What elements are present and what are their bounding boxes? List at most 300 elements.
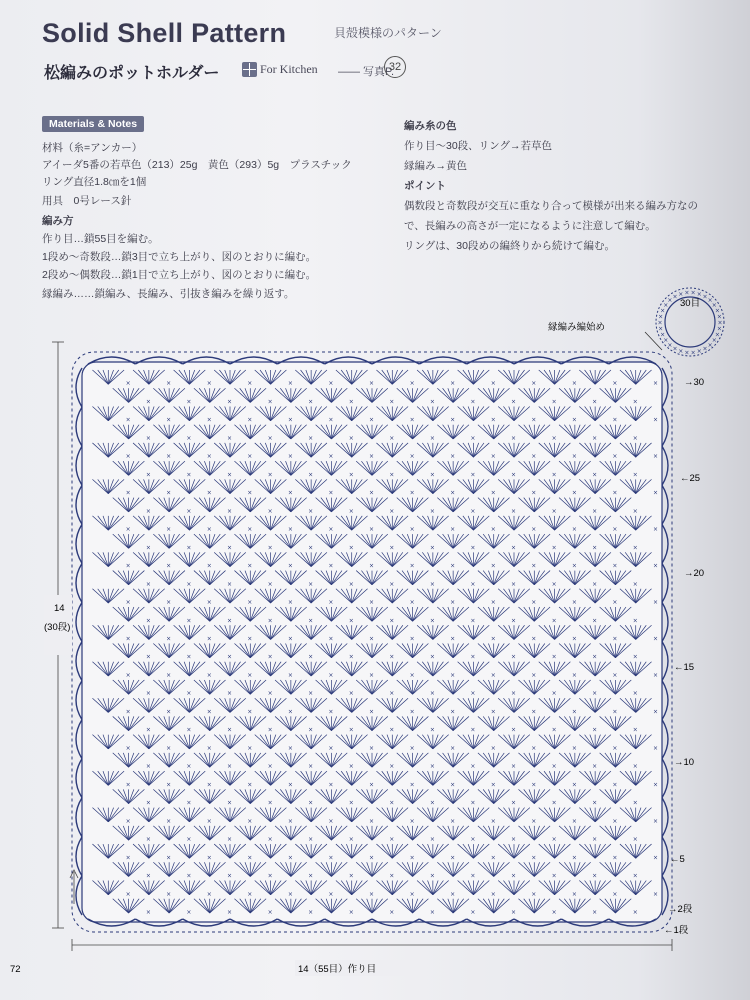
svg-text:×: ×	[328, 890, 334, 898]
scallop	[662, 720, 668, 759]
svg-text:×: ×	[592, 471, 598, 479]
svg-text:×: ×	[348, 507, 354, 515]
svg-text:×: ×	[409, 416, 415, 424]
svg-text:×: ×	[206, 817, 212, 825]
svg-text:×: ×	[369, 744, 375, 752]
svg-text:×: ×	[531, 890, 537, 898]
svg-text:×: ×	[612, 526, 618, 534]
svg-text:×: ×	[450, 635, 456, 643]
svg-text:×: ×	[348, 617, 354, 625]
svg-text:×: ×	[450, 416, 456, 424]
svg-text:×: ×	[227, 872, 233, 880]
svg-text:×: ×	[429, 398, 435, 406]
svg-text:×: ×	[328, 599, 334, 607]
svg-text:×: ×	[145, 544, 151, 552]
svg-text:×: ×	[551, 617, 557, 625]
svg-text:×: ×	[450, 854, 456, 862]
svg-text:×: ×	[389, 690, 395, 698]
row-marker-10: →10	[674, 757, 695, 768]
svg-text:×: ×	[612, 890, 618, 898]
svg-text:×: ×	[287, 635, 293, 643]
svg-text:×: ×	[186, 434, 192, 442]
svg-text:×: ×	[632, 690, 638, 698]
svg-text:×: ×	[490, 781, 496, 789]
svg-text:×: ×	[571, 526, 577, 534]
svg-text:×: ×	[328, 744, 334, 752]
svg-text:×: ×	[470, 872, 476, 880]
svg-text:×: ×	[592, 617, 598, 625]
svg-text:×: ×	[369, 854, 375, 862]
svg-text:×: ×	[125, 817, 131, 825]
materials-notes-badge: Materials & Notes	[42, 116, 144, 132]
svg-text:×: ×	[632, 398, 638, 406]
svg-text:×: ×	[450, 599, 456, 607]
svg-text:×: ×	[531, 781, 537, 789]
svg-text:×: ×	[145, 580, 151, 588]
svg-text:×: ×	[348, 763, 354, 771]
svg-text:×: ×	[612, 854, 618, 862]
svg-text:×: ×	[247, 744, 253, 752]
svg-text:×: ×	[369, 817, 375, 825]
svg-text:×: ×	[653, 416, 659, 424]
svg-text:×: ×	[125, 708, 131, 716]
scallop	[662, 446, 668, 485]
svg-text:×: ×	[429, 799, 435, 807]
svg-text:×: ×	[227, 434, 233, 442]
svg-text:×: ×	[247, 489, 253, 497]
svg-text:×: ×	[328, 781, 334, 789]
scallop	[76, 720, 82, 759]
scallop	[662, 368, 668, 407]
svg-text:×: ×	[308, 872, 314, 880]
scallop	[662, 524, 668, 563]
svg-text:×: ×	[227, 690, 233, 698]
svg-text:×: ×	[287, 380, 293, 388]
row-marker-15: ←15	[674, 662, 695, 673]
svg-text:×: ×	[247, 671, 253, 679]
svg-text:×: ×	[166, 562, 172, 570]
scallop	[76, 563, 82, 602]
svg-text:×: ×	[206, 599, 212, 607]
ring-stitch: ×	[678, 348, 684, 356]
ring-stitch: ×	[663, 337, 669, 345]
svg-text:×: ×	[267, 763, 273, 771]
svg-text:×: ×	[186, 617, 192, 625]
svg-text:×: ×	[592, 909, 598, 916]
svg-text:×: ×	[369, 489, 375, 497]
svg-text:×: ×	[369, 890, 375, 898]
svg-text:×: ×	[490, 489, 496, 497]
border-start-label: 縁編み編始め	[548, 322, 606, 333]
svg-text:×: ×	[369, 599, 375, 607]
svg-text:×: ×	[470, 507, 476, 515]
svg-text:×: ×	[227, 507, 233, 515]
svg-text:×: ×	[632, 471, 638, 479]
svg-text:×: ×	[227, 544, 233, 552]
svg-text:×: ×	[369, 781, 375, 789]
svg-text:×: ×	[389, 544, 395, 552]
svg-text:×: ×	[308, 909, 314, 916]
svg-text:×: ×	[450, 380, 456, 388]
svg-text:×: ×	[632, 544, 638, 552]
svg-text:×: ×	[348, 690, 354, 698]
svg-text:×: ×	[328, 635, 334, 643]
ring-stitch: ×	[657, 319, 663, 327]
ring-stitch: ×	[716, 313, 722, 321]
ring-stitch: ×	[690, 349, 696, 357]
svg-text:×: ×	[409, 526, 415, 534]
svg-text:×: ×	[612, 416, 618, 424]
svg-text:×: ×	[328, 489, 334, 497]
method-line: 縁編み……鎖編み、長編み、引抜き編みを繰り返す。	[42, 288, 295, 300]
svg-text:×: ×	[490, 708, 496, 716]
ring-stitch: ×	[678, 290, 684, 298]
svg-text:×: ×	[571, 599, 577, 607]
point-line: で、長編みの高さが一定になるように注意して編む。	[404, 220, 656, 232]
svg-text:×: ×	[551, 398, 557, 406]
svg-text:×: ×	[206, 453, 212, 461]
svg-text:×: ×	[612, 817, 618, 825]
svg-text:×: ×	[206, 708, 212, 716]
scallop	[76, 368, 82, 407]
svg-text:×: ×	[531, 671, 537, 679]
svg-text:×: ×	[125, 671, 131, 679]
svg-text:×: ×	[409, 489, 415, 497]
svg-text:×: ×	[653, 635, 659, 643]
svg-text:×: ×	[592, 398, 598, 406]
ring-stitch: ×	[696, 348, 702, 356]
svg-text:×: ×	[125, 380, 131, 388]
svg-text:×: ×	[653, 599, 659, 607]
svg-text:×: ×	[511, 726, 517, 734]
svg-text:×: ×	[612, 453, 618, 461]
svg-text:×: ×	[409, 817, 415, 825]
svg-text:×: ×	[490, 890, 496, 898]
svg-text:×: ×	[227, 799, 233, 807]
svg-text:×: ×	[267, 580, 273, 588]
svg-text:×: ×	[490, 854, 496, 862]
svg-text:×: ×	[389, 836, 395, 844]
method-line: 2段め～偶数段…鎖1目で立ち上がり、図のとおりに編む。	[42, 269, 317, 281]
svg-text:×: ×	[653, 489, 659, 497]
svg-text:×: ×	[145, 617, 151, 625]
svg-text:×: ×	[348, 580, 354, 588]
ring-stitch: ×	[672, 345, 678, 353]
svg-text:×: ×	[612, 635, 618, 643]
scallop	[76, 759, 82, 798]
svg-text:×: ×	[186, 836, 192, 844]
scallop	[662, 407, 668, 446]
scallop	[662, 681, 668, 720]
scallop	[76, 642, 82, 681]
svg-text:×: ×	[206, 854, 212, 862]
svg-text:×: ×	[166, 817, 172, 825]
svg-text:×: ×	[592, 690, 598, 698]
svg-text:×: ×	[612, 708, 618, 716]
svg-text:×: ×	[267, 909, 273, 916]
svg-text:×: ×	[531, 489, 537, 497]
svg-text:×: ×	[206, 526, 212, 534]
svg-text:×: ×	[166, 671, 172, 679]
svg-text:×: ×	[429, 690, 435, 698]
tools-line: 用具 0号レース針	[42, 195, 132, 207]
svg-text:×: ×	[612, 562, 618, 570]
svg-text:×: ×	[592, 836, 598, 844]
svg-text:×: ×	[328, 817, 334, 825]
svg-text:×: ×	[267, 617, 273, 625]
point-line: 偶数段と奇数段が交互に重なり合って模様が出来る編み方なの	[404, 200, 698, 212]
svg-text:×: ×	[348, 872, 354, 880]
svg-text:×: ×	[470, 471, 476, 479]
method-line: 1段め～奇数段…鎖3目で立ち上がり、図のとおりに編む。	[42, 251, 317, 263]
svg-text:×: ×	[369, 380, 375, 388]
svg-text:×: ×	[450, 744, 456, 752]
svg-text:×: ×	[632, 799, 638, 807]
svg-text:×: ×	[125, 526, 131, 534]
svg-text:×: ×	[490, 744, 496, 752]
svg-text:×: ×	[571, 453, 577, 461]
svg-text:×: ×	[511, 763, 517, 771]
svg-text:×: ×	[592, 872, 598, 880]
svg-text:×: ×	[166, 380, 172, 388]
svg-text:×: ×	[653, 562, 659, 570]
svg-text:×: ×	[206, 380, 212, 388]
svg-text:×: ×	[348, 653, 354, 661]
ring-stitch-count: 30目	[680, 298, 701, 309]
svg-text:×: ×	[571, 708, 577, 716]
row-marker-1: ←1段	[664, 925, 689, 936]
svg-text:×: ×	[247, 854, 253, 862]
svg-text:×: ×	[531, 562, 537, 570]
svg-text:×: ×	[125, 744, 131, 752]
materials-line: 材料（糸=アンカー）	[42, 142, 143, 154]
svg-text:×: ×	[145, 690, 151, 698]
svg-text:×: ×	[450, 489, 456, 497]
svg-text:×: ×	[632, 763, 638, 771]
svg-text:×: ×	[206, 744, 212, 752]
svg-text:×: ×	[287, 416, 293, 424]
svg-text:×: ×	[166, 890, 172, 898]
svg-text:×: ×	[470, 763, 476, 771]
svg-text:×: ×	[267, 799, 273, 807]
svg-text:×: ×	[490, 562, 496, 570]
svg-text:×: ×	[369, 453, 375, 461]
svg-text:×: ×	[369, 635, 375, 643]
ring-stitch: ×	[658, 313, 664, 321]
svg-text:×: ×	[531, 708, 537, 716]
svg-text:×: ×	[267, 872, 273, 880]
svg-text:×: ×	[409, 708, 415, 716]
svg-text:×: ×	[247, 708, 253, 716]
svg-text:×: ×	[653, 708, 659, 716]
svg-text:×: ×	[125, 890, 131, 898]
scallop	[662, 759, 668, 798]
svg-text:×: ×	[125, 453, 131, 461]
svg-text:×: ×	[328, 380, 334, 388]
page-title-japanese: 貝殻模様のパターン	[334, 26, 442, 40]
svg-text:×: ×	[186, 872, 192, 880]
ring-stitch: ×	[714, 307, 720, 315]
svg-text:×: ×	[429, 653, 435, 661]
svg-text:×: ×	[287, 599, 293, 607]
svg-text:×: ×	[571, 380, 577, 388]
svg-text:×: ×	[267, 434, 273, 442]
svg-text:×: ×	[409, 854, 415, 862]
svg-text:×: ×	[145, 836, 151, 844]
svg-text:×: ×	[227, 909, 233, 916]
svg-text:×: ×	[571, 489, 577, 497]
svg-text:×: ×	[653, 453, 659, 461]
yarn-color-heading: 編み糸の色	[404, 120, 457, 132]
svg-text:×: ×	[551, 544, 557, 552]
svg-text:×: ×	[389, 653, 395, 661]
svg-text:×: ×	[247, 781, 253, 789]
project-subtitle: 松編みのポットホルダー	[44, 65, 220, 82]
ring-stitch: ×	[702, 293, 708, 301]
ring-stitch: ×	[714, 331, 720, 339]
svg-text:×: ×	[612, 380, 618, 388]
svg-text:×: ×	[470, 580, 476, 588]
svg-text:×: ×	[287, 890, 293, 898]
svg-text:×: ×	[571, 635, 577, 643]
svg-text:×: ×	[206, 635, 212, 643]
svg-text:×: ×	[592, 799, 598, 807]
svg-text:×: ×	[571, 890, 577, 898]
ring-stitch: ×	[660, 331, 666, 339]
svg-text:×: ×	[287, 708, 293, 716]
svg-text:×: ×	[470, 836, 476, 844]
svg-text:×: ×	[511, 544, 517, 552]
svg-text:×: ×	[145, 653, 151, 661]
svg-text:×: ×	[592, 434, 598, 442]
svg-text:×: ×	[227, 836, 233, 844]
svg-text:×: ×	[247, 890, 253, 898]
svg-text:×: ×	[267, 507, 273, 515]
svg-text:×: ×	[308, 398, 314, 406]
svg-text:×: ×	[551, 909, 557, 916]
svg-text:×: ×	[632, 507, 638, 515]
svg-text:×: ×	[308, 653, 314, 661]
page-number: 72	[10, 964, 21, 975]
svg-text:×: ×	[470, 690, 476, 698]
svg-text:×: ×	[247, 416, 253, 424]
svg-text:×: ×	[125, 562, 131, 570]
svg-text:×: ×	[571, 671, 577, 679]
svg-text:×: ×	[429, 726, 435, 734]
svg-text:×: ×	[571, 854, 577, 862]
scallop	[662, 642, 668, 681]
svg-text:×: ×	[429, 872, 435, 880]
svg-text:×: ×	[551, 763, 557, 771]
svg-text:×: ×	[308, 544, 314, 552]
svg-text:×: ×	[592, 507, 598, 515]
svg-text:×: ×	[450, 671, 456, 679]
svg-text:×: ×	[247, 635, 253, 643]
ring-stitch: ×	[696, 290, 702, 298]
svg-text:×: ×	[227, 617, 233, 625]
svg-text:×: ×	[247, 526, 253, 534]
svg-text:×: ×	[612, 489, 618, 497]
svg-text:×: ×	[632, 726, 638, 734]
ring-stitch: ×	[690, 289, 696, 297]
svg-text:×: ×	[653, 817, 659, 825]
svg-text:×: ×	[308, 763, 314, 771]
svg-text:×: ×	[328, 671, 334, 679]
svg-text:×: ×	[145, 872, 151, 880]
svg-text:×: ×	[247, 562, 253, 570]
svg-text:×: ×	[125, 599, 131, 607]
svg-text:×: ×	[450, 708, 456, 716]
svg-text:×: ×	[206, 890, 212, 898]
svg-text:×: ×	[409, 671, 415, 679]
svg-text:×: ×	[511, 434, 517, 442]
svg-text:×: ×	[206, 671, 212, 679]
ring-stitch: ×	[684, 349, 690, 357]
svg-text:×: ×	[206, 489, 212, 497]
svg-text:×: ×	[511, 690, 517, 698]
svg-text:×: ×	[429, 544, 435, 552]
svg-text:×: ×	[531, 526, 537, 534]
ring-stitch: ×	[667, 341, 673, 349]
svg-text:×: ×	[166, 744, 172, 752]
svg-text:×: ×	[429, 507, 435, 515]
svg-text:×: ×	[531, 635, 537, 643]
svg-text:×: ×	[145, 799, 151, 807]
svg-text:×: ×	[551, 507, 557, 515]
svg-text:×: ×	[653, 744, 659, 752]
svg-text:×: ×	[490, 671, 496, 679]
svg-text:×: ×	[632, 580, 638, 588]
svg-text:×: ×	[348, 544, 354, 552]
svg-text:×: ×	[409, 890, 415, 898]
svg-text:×: ×	[186, 653, 192, 661]
svg-text:×: ×	[470, 909, 476, 916]
row-marker-2: →2段	[668, 904, 693, 915]
materials-line: アイーダ5番の若草色（213）25g 黄色（293）5g プラスチック	[42, 159, 352, 171]
svg-text:×: ×	[227, 726, 233, 734]
svg-text:×: ×	[287, 453, 293, 461]
svg-text:×: ×	[511, 909, 517, 916]
height-label: 14	[54, 603, 65, 614]
method-line: 作り目…鎖55目を編む。	[42, 233, 159, 245]
svg-text:×: ×	[511, 872, 517, 880]
row-marker-25: ←25	[680, 473, 701, 484]
svg-text:×: ×	[653, 781, 659, 789]
svg-text:×: ×	[490, 526, 496, 534]
ring-stitch: ×	[667, 297, 673, 305]
svg-text:×: ×	[369, 708, 375, 716]
svg-text:×: ×	[490, 380, 496, 388]
svg-text:×: ×	[267, 726, 273, 734]
svg-text:×: ×	[389, 434, 395, 442]
svg-text:×: ×	[247, 817, 253, 825]
svg-text:×: ×	[348, 471, 354, 479]
svg-text:×: ×	[511, 653, 517, 661]
svg-text:×: ×	[389, 617, 395, 625]
svg-text:×: ×	[247, 380, 253, 388]
svg-text:×: ×	[511, 507, 517, 515]
svg-text:×: ×	[267, 653, 273, 661]
svg-text:×: ×	[145, 909, 151, 916]
svg-text:×: ×	[125, 416, 131, 424]
svg-text:×: ×	[429, 836, 435, 844]
svg-text:×: ×	[632, 872, 638, 880]
svg-text:×: ×	[369, 671, 375, 679]
svg-text:×: ×	[186, 690, 192, 698]
ring-stitch: ×	[660, 307, 666, 315]
svg-text:×: ×	[429, 909, 435, 916]
svg-text:×: ×	[186, 398, 192, 406]
